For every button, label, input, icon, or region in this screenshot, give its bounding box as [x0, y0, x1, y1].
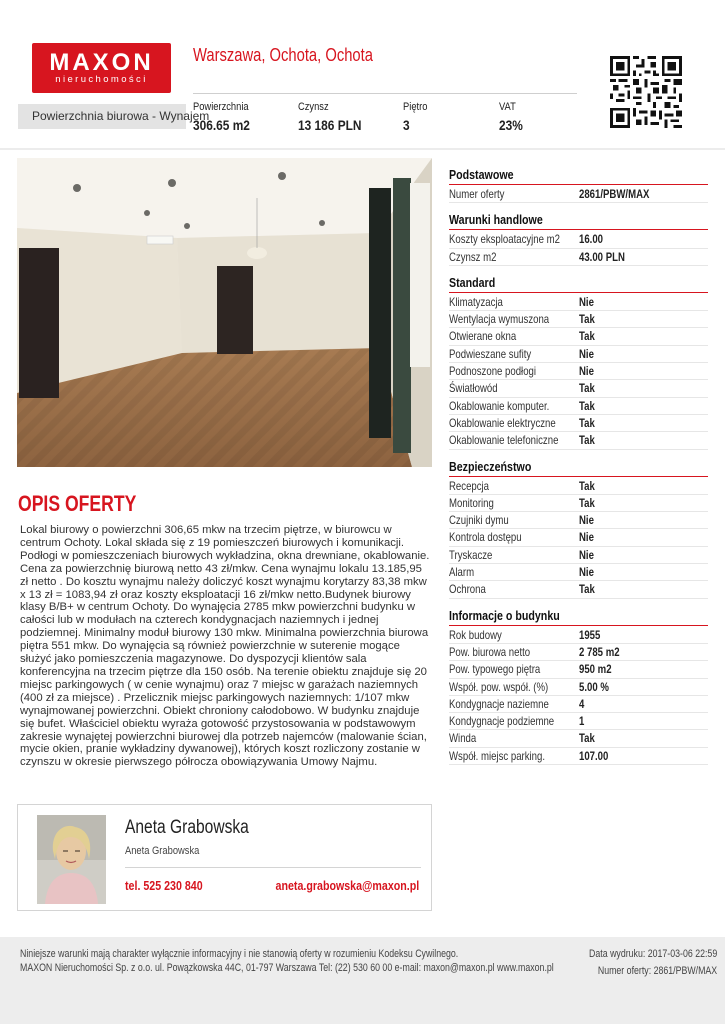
agent-name: Aneta Grabowska	[125, 817, 249, 838]
stat-area	[193, 101, 260, 133]
section-title: Standard	[449, 274, 496, 290]
detail-value: Tak	[579, 329, 595, 344]
section-divider	[449, 625, 708, 626]
section-security	[449, 459, 708, 599]
stat-vat	[499, 101, 527, 133]
footer-offer-number: Numer oferty: 2861/PBW/MAX	[597, 965, 717, 977]
detail-row	[449, 249, 708, 266]
agent-divider	[125, 867, 421, 868]
stat-label: Czynsz	[298, 101, 329, 113]
detail-value: Tak	[579, 495, 595, 510]
stat-value: 13 186 PLN	[298, 117, 362, 133]
detail-key: Podwieszane sufity	[449, 346, 532, 361]
detail-key: Monitoring	[449, 495, 494, 510]
detail-value: 16.00	[579, 232, 604, 247]
detail-row	[449, 311, 708, 328]
detail-row	[449, 363, 708, 380]
detail-key: Kondygnacje podziemne	[449, 714, 555, 729]
section-divider	[449, 229, 708, 230]
offer-details	[449, 167, 708, 765]
detail-value: Tak	[579, 731, 595, 746]
detail-value: Nie	[579, 294, 594, 309]
detail-row	[449, 713, 708, 730]
detail-value: Tak	[579, 381, 595, 396]
maxon-logo	[32, 43, 171, 93]
detail-row	[449, 231, 708, 248]
detail-value: 107.00	[579, 748, 609, 763]
detail-row	[449, 644, 708, 661]
detail-row	[449, 398, 708, 415]
detail-key: Recepcja	[449, 478, 490, 493]
location-divider	[193, 93, 577, 94]
section-title: Bezpieczeństwo	[449, 458, 532, 474]
detail-key: Ochrona	[449, 582, 486, 597]
detail-value: 2861/PBW/MAX	[579, 187, 650, 201]
detail-value: 4	[579, 696, 585, 711]
logo-tagline: nieruchomości	[55, 74, 148, 85]
detail-row	[449, 748, 708, 765]
detail-key: Światłowód	[449, 381, 498, 396]
detail-value: 1	[579, 714, 585, 729]
detail-key: Okablowanie telefoniczne	[449, 433, 559, 448]
agent-avatar	[37, 815, 106, 904]
detail-row	[449, 512, 708, 529]
section-title: Informacje o budynku	[449, 607, 560, 623]
section-divider	[449, 476, 708, 477]
detail-row	[449, 346, 708, 363]
detail-value: Tak	[579, 582, 595, 597]
stat-label: Powierzchnia	[193, 101, 249, 113]
stat-value: 23%	[499, 117, 523, 133]
section-title: Podstawowe	[449, 167, 514, 182]
detail-row	[449, 627, 708, 644]
detail-value: 950 m2	[579, 662, 612, 677]
detail-row	[449, 529, 708, 546]
section-divider	[449, 184, 708, 185]
detail-key: Okablowanie elektryczne	[449, 415, 556, 430]
qr-code-icon	[610, 56, 682, 128]
detail-value: 1955	[579, 627, 601, 642]
header-band	[0, 148, 725, 150]
offer-category: Powierzchnia biurowa - Wynajem	[18, 104, 186, 129]
section-divider	[449, 292, 708, 293]
agent-subtitle: Aneta Grabowska	[125, 845, 200, 857]
description-text: Lokal biurowy o powierzchni 306,65 mkw na trzecim piętrze, w biurowcu w centrum Ochoty. Lokal składa się z 19 pomieszczeń biurowych i komunikacji. Podłogi w pomieszczeniach biurowych wykładzina, okna drewniane, okablowanie. Cena za powierzchnię biurową netto 43 zł/mkw. Cena wynajmu lokalu 13.185,95 zł netto . Do kosztu wynajmu należy doliczyć koszt wynajmu korytarzy 83,38 mkw x 13 zł = 1083,94 zł oraz koszty eksploatacji 16 zł/mkw netto.Budynek biurowy klasy B/B+ w centrum Ochoty. Do wynajęcia 2785 mkw powierzchni budynku w całości lub w modułach na czterech kondygnacjach naziemnych i jednej podziemnej. Minimalny moduł biurowy 130 mkw. Minimalna powierzchnia biurowa piętra 551 mkw. Do wynajęcia są również powierzchnie w suterenie mogące służyć jako pomieszczenia magazynowe. Do dyspozycji klientów sala konferencyjna na trzecim piętrze dla 150 osób. Na terenie obiektu znajduje się 20 miejsc parkingowych ( w cenie wynajmu) oraz 7 miejsc w garażach naziemnych (400 zł za miejsce) . Przelicznik miejsc parkingowych naziemnych: 1/107 mkw wynajmowanej powierzchni. Obiekt chroniony całodobowo. W budynku znajduje się bufet. Właściciel obiektu wyraża gotowość przystosowania w podstawowym zakresie wynajętej powierzchni biurowej dla potrzeb najemców (malowanie ścian, mycie okien, pranie wykładziny dywanowej), których koszt rozliczony zostanie w czynszu w okresie pierwszego półrocza obowiązywania Umowy Najmu.	[20, 524, 430, 769]
footer-company: MAXON Nieruchomości Sp. z o.o. ul. Powązkowska 44C, 01-797 Warszawa Tel: (22) 530 60 00 e-mail: maxon@maxon.pl www.maxon.pl	[20, 962, 554, 974]
detail-value: Nie	[579, 530, 594, 545]
section-basic	[449, 167, 708, 203]
section-commercial	[449, 212, 708, 266]
detail-value: Nie	[579, 364, 594, 379]
footer-print-date: Data wydruku: 2017-03-06 22:59	[588, 948, 717, 960]
detail-value: Tak	[579, 478, 595, 493]
detail-row	[449, 186, 708, 203]
section-standard	[449, 275, 708, 450]
detail-key: Alarm	[449, 565, 475, 580]
detail-row	[449, 432, 708, 449]
detail-key: Współ. miejsc parking.	[449, 748, 546, 763]
detail-value: Tak	[579, 312, 595, 327]
agent-phone-link[interactable]: tel. 525 230 840	[125, 878, 203, 893]
detail-value: Nie	[579, 547, 594, 562]
detail-row	[449, 661, 708, 678]
stat-value: 3	[403, 117, 410, 133]
detail-value: Tak	[579, 398, 595, 413]
detail-value: Nie	[579, 346, 594, 361]
logo-wordmark: MAXON	[49, 49, 154, 76]
footer-disclaimer: Niniejsze warunki mają charakter wyłącznie informacyjny i nie stanowią oferty w rozumieniu Kodeksu Cywilnego.	[20, 948, 459, 960]
detail-value: Tak	[579, 433, 595, 448]
detail-row	[449, 547, 708, 564]
detail-row	[449, 328, 708, 345]
detail-row	[449, 581, 708, 598]
detail-key: Pow. typowego piętra	[449, 662, 541, 677]
detail-row	[449, 380, 708, 397]
detail-key: Okablowanie komputer.	[449, 398, 550, 413]
detail-row	[449, 564, 708, 581]
agent-email-link[interactable]: aneta.grabowska@maxon.pl	[275, 878, 419, 893]
detail-key: Otwierane okna	[449, 329, 517, 344]
section-title: Warunki handlowe	[449, 212, 543, 228]
detail-key: Podnoszone podłogi	[449, 364, 537, 379]
agent-card	[17, 804, 432, 911]
detail-key: Tryskacze	[449, 547, 493, 562]
section-building	[449, 608, 708, 765]
detail-row	[449, 730, 708, 747]
detail-key: Wentylacja wymuszona	[449, 312, 550, 327]
detail-row	[449, 294, 708, 311]
detail-key: Numer oferty	[449, 187, 505, 201]
detail-key: Kontrola dostępu	[449, 530, 522, 545]
detail-value: 2 785 m2	[579, 644, 620, 659]
detail-value: Nie	[579, 565, 594, 580]
detail-value: 43.00 PLN	[579, 249, 625, 264]
detail-key: Winda	[449, 731, 477, 746]
detail-key: Pow. biurowa netto	[449, 644, 531, 659]
stat-label: Piętro	[403, 101, 428, 113]
detail-row	[449, 696, 708, 713]
stat-value: 306.65 m2	[193, 117, 250, 133]
detail-key: Koszty eksploatacyjne m2	[449, 232, 560, 247]
offer-location: Warszawa, Ochota, Ochota	[193, 45, 373, 65]
detail-key: Współ. pow. współ. (%)	[449, 679, 549, 694]
stat-rent	[298, 101, 373, 133]
detail-key: Kondygnacje naziemne	[449, 696, 549, 711]
detail-row	[449, 495, 708, 512]
page-footer	[0, 937, 725, 1024]
detail-key: Czynsz m2	[449, 249, 497, 264]
detail-key: Czujniki dymu	[449, 513, 509, 528]
stat-label: VAT	[499, 101, 516, 113]
stat-floor	[403, 101, 432, 133]
detail-row	[449, 679, 708, 696]
detail-key: Rok budowy	[449, 627, 502, 642]
office-photo	[17, 158, 432, 467]
detail-value: 5.00 %	[579, 679, 609, 694]
detail-value: Tak	[579, 415, 595, 430]
description-title: OPIS OFERTY	[18, 491, 137, 516]
detail-row	[449, 415, 708, 432]
detail-value: Nie	[579, 513, 594, 528]
detail-key: Klimatyzacja	[449, 294, 503, 309]
detail-row	[449, 478, 708, 495]
